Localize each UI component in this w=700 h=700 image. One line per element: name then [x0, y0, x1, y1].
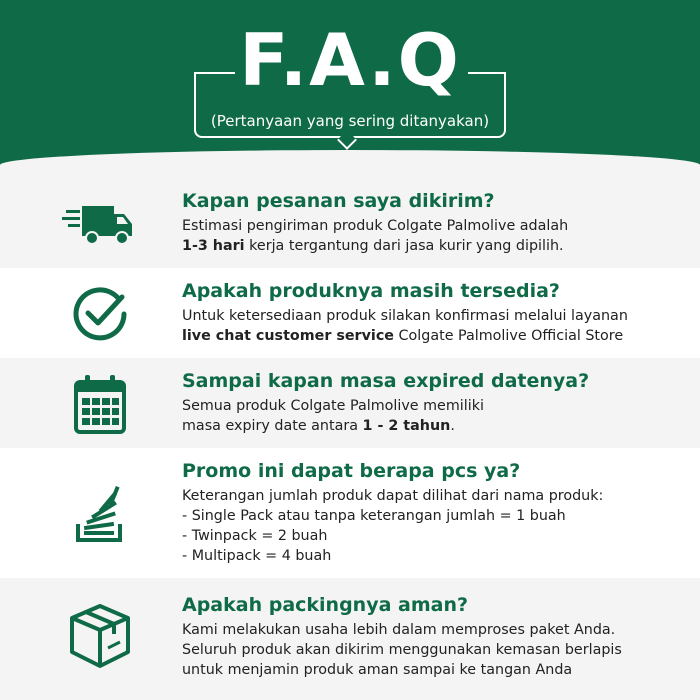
faq-answer-line: - Twinpack = 2 buah: [182, 528, 328, 544]
faq-answer-line: [182, 416, 455, 436]
delivery-truck-icon: [62, 184, 138, 260]
stack-icon: [62, 478, 138, 554]
faq-answer-line: Estimasi pengiriman produk Colgate Palmolive adalah: [182, 218, 569, 234]
faq-answer-line: - Single Pack atau tanpa keterangan jumlah = 1 buah: [182, 508, 566, 524]
calendar-icon: [62, 366, 138, 442]
check-circle-icon: [62, 276, 138, 352]
faq-answer-text: .: [450, 418, 455, 434]
faq-answer-line: Seluruh produk akan dikirim menggunakan kemasan berlapis: [182, 642, 622, 658]
faq-answer-line: Untuk ketersediaan produk silakan konfirmasi melalui layanan: [182, 308, 628, 324]
faq-answer-text: Colgate Palmolive Official Store: [394, 328, 624, 344]
faq-answer-bold: 1 - 2 tahun: [362, 418, 451, 434]
faq-answer-text: kerja tergantung dari jasa kurir yang dipilih.: [244, 238, 564, 254]
faq-answer-line: Keterangan jumlah produk dapat dilihat dari nama produk:: [182, 488, 604, 504]
faq-answer-line: [182, 326, 623, 346]
faq-question: Sampai kapan masa expired datenya?: [182, 370, 590, 392]
page-title: F.A.Q: [239, 18, 461, 102]
faq-answer-line: [182, 236, 564, 256]
faq-item-packing: [0, 578, 700, 700]
faq-question: Apakah produknya masih tersedia?: [182, 280, 560, 302]
faq-item-expiry: [0, 358, 700, 448]
faq-question: Promo ini dapat berapa pcs ya?: [182, 460, 521, 482]
faq-answer-text: masa expiry date antara: [182, 418, 363, 434]
faq-item-promo: [0, 448, 700, 578]
faq-answer-line: untuk menjamin produk aman sampai ke tangan Anda: [182, 662, 573, 678]
faq-question: Kapan pesanan saya dikirim?: [182, 190, 495, 212]
page-subtitle: (Pertanyaan yang sering ditanyakan): [210, 112, 490, 130]
faq-answer-line: Kami melakukan usaha lebih dalam memproses paket Anda.: [182, 622, 616, 638]
faq-item-availability: [0, 268, 700, 358]
faq-item-shipping: [0, 178, 700, 268]
faq-question: Apakah packingnya aman?: [182, 594, 469, 616]
faq-answer-bold: 1-3 hari: [182, 238, 245, 254]
package-box-icon: [62, 598, 138, 674]
faq-answer-bold: live chat customer service: [182, 328, 394, 344]
faq-answer-line: Semua produk Colgate Palmolive memiliki: [182, 398, 484, 414]
faq-answer-line: - Multipack = 4 buah: [182, 548, 332, 564]
